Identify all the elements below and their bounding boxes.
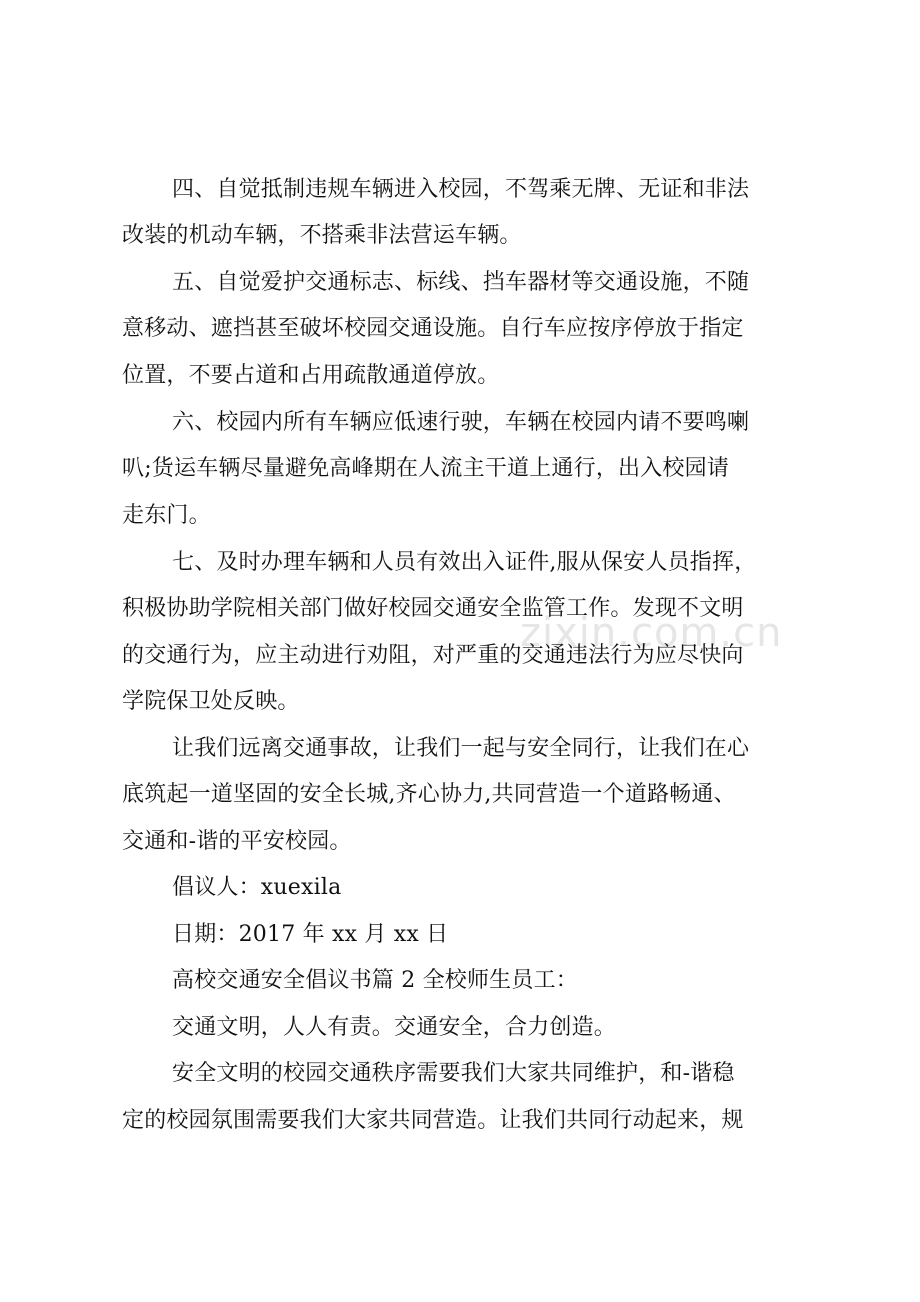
paragraph-7-line-1: 七、及时办理车辆和人员有效出入证件,服从保安人员指挥， <box>172 550 757 575</box>
paragraph-5-line-2: 意移动、遮挡甚至破坏校园交通设施。自行车应按序停放于指定 <box>122 316 744 341</box>
paragraph-6-line-1: 六、校园内所有车辆应低速行驶，车辆在校园内请不要鸣喇 <box>172 410 750 435</box>
closing-line-3: 交通和-谐的平安校园。 <box>122 829 352 854</box>
closing-line-2: 底筑起一道坚固的安全长城,齐心协力,共同营造一个道路畅通、 <box>122 782 736 807</box>
slogan-line: 交通文明，人人有责。交通安全，合力创造。 <box>172 1015 617 1040</box>
section-2-paragraph-line-1: 安全文明的校园交通秩序需要我们大家共同维护，和-谐稳 <box>172 1061 735 1086</box>
paragraph-6-line-2: 叭;货运车辆尽量避免高峰期在人流主干道上通行，出入校园请 <box>122 456 730 481</box>
closing-line-1: 让我们远离交通事故，让我们一起与安全同行，让我们在心 <box>172 736 750 761</box>
paragraph-6-line-3: 走东门。 <box>122 503 211 528</box>
section-2-paragraph-line-2: 定的校园氛围需要我们大家共同营造。让我们共同行动起来，规 <box>122 1108 744 1133</box>
paragraph-7-line-3: 的交通行为，应主动进行劝阻，对严重的交通违法行为应尽快向 <box>122 643 744 668</box>
paragraph-7-line-2: 积极协助学院相关部门做好校园交通安全监管工作。发现不文明 <box>122 596 744 621</box>
initiator-line: 倡议人：xuexila <box>172 875 342 900</box>
section-2-heading: 高校交通安全倡议书篇 2 全校师生员工： <box>172 968 578 993</box>
date-line: 日期：2017 年 xx 月 xx 日 <box>172 922 449 947</box>
paragraph-4-line-2: 改装的机动车辆，不搭乘非法营运车辆。 <box>122 223 522 248</box>
paragraph-7-line-4: 学院保卫处反映。 <box>122 689 300 714</box>
watermark: zixin.com.cn <box>520 610 783 656</box>
paragraph-5-line-1: 五、自觉爱护交通标志、标线、挡车器材等交通设施，不随 <box>172 270 750 295</box>
paragraph-5-line-3: 位置，不要占道和占用疏散通道停放。 <box>122 363 500 388</box>
paragraph-4-line-1: 四、自觉抵制违规车辆进入校园，不驾乘无牌、无证和非法 <box>172 177 750 202</box>
